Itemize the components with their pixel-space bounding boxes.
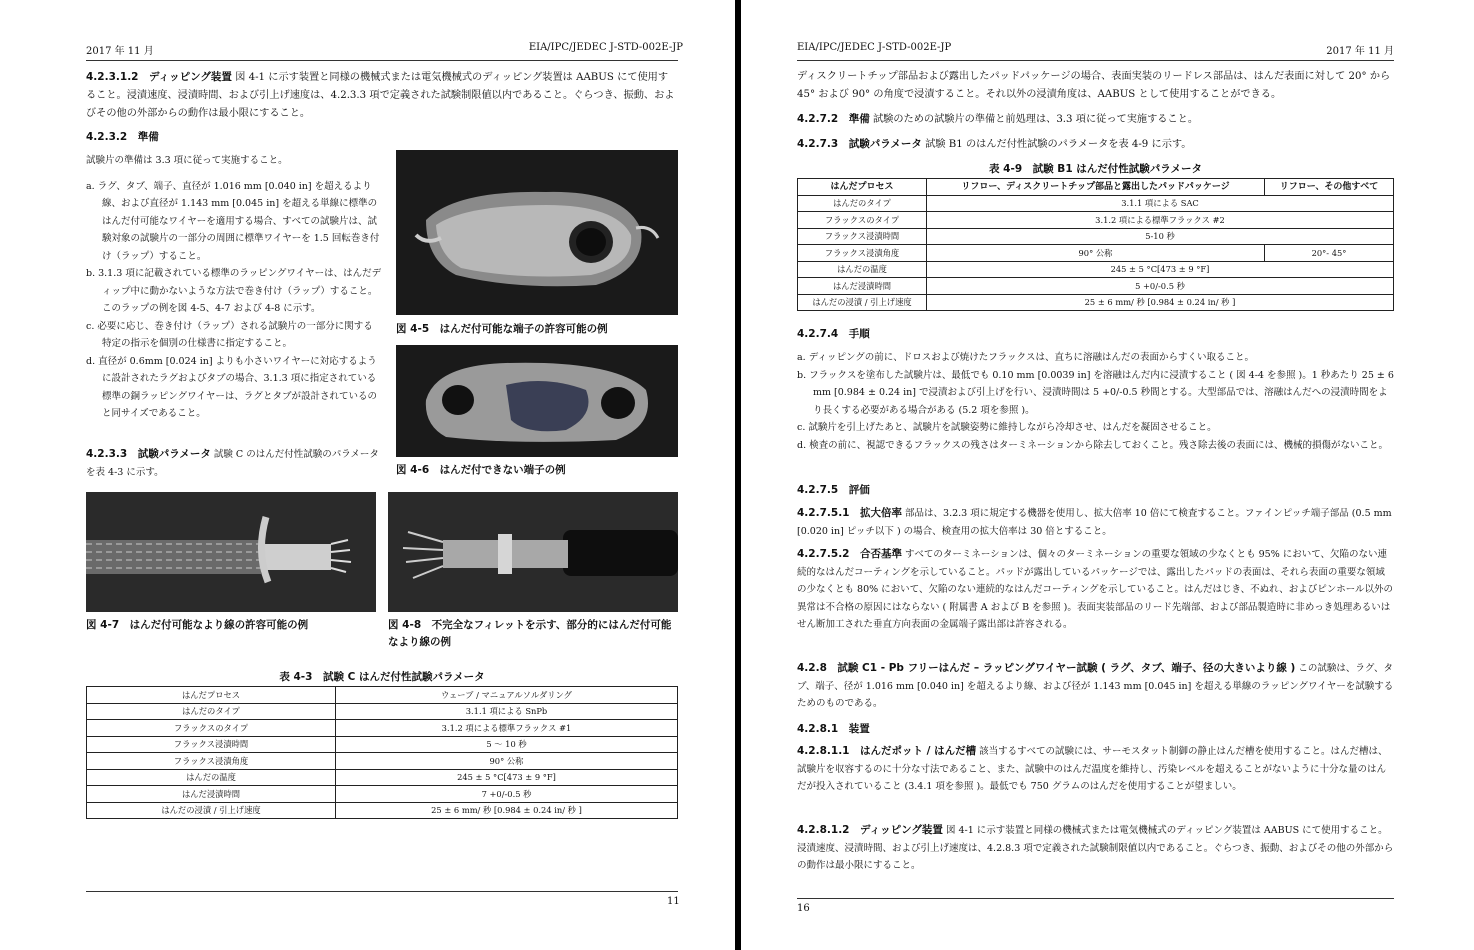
table-row [87,736,678,753]
section-4-2-7-5-1 [797,505,1394,540]
column-header: はんだプロセス [798,179,927,196]
table-cell: 3.1.2 項による標準フラックス #1 [336,720,678,737]
section-heading: 4.2.7.2 準備 [797,113,870,125]
table-4-3 [86,686,678,819]
left-header-rule [86,60,678,61]
table-cell: 5 ～ 10 秒 [336,736,678,753]
table-cell: 3.1.2 項による標準フラックス #2 [927,212,1394,229]
table-row [798,245,1394,262]
list-item: a. ラグ、タブ、端子、直径が 1.016 mm [0.040 in] を超えるより線、および直径が 1.143 mm [0.045 in] を超える単線に標準のはんだ付可能なワイヤーを適用する場合、すべての試験片は、試験対象の試験片の一部分の周囲に標準ワイヤーを 1.5 回転巻き付け（ラップ）すること。 [86,180,380,262]
section-4-2-8-1-1 [797,743,1394,796]
table-4-9-caption: 表 4-9 試験 B1 はんだ付性試験パラメータ [989,163,1202,175]
table-cell: 25 ± 6 mm/ 秒 [0.984 ± 0.24 in/ 秒 ] [336,802,678,819]
section-heading: 4.2.7.5 評価 [797,484,870,496]
right-page [741,0,1474,950]
right-header-doc: EIA/IPC/JEDEC J-STD-002E-JP [797,42,952,53]
section-heading: 4.2.7.5.1 拡大倍率 [797,507,902,519]
list-item: a. ディッピングの前に、ドロスおよび焼けたフラックスは、直ちに溶融はんだの表面からすくい取ること。 [797,352,1254,363]
table-cell: はんだ浸漬時間 [87,786,336,803]
table-cell: 5-10 秒 [927,228,1394,245]
table-row [87,769,678,786]
table-cell: フラックスのタイプ [87,720,336,737]
section-heading: 4.2.3.2 準備 [86,131,159,143]
left-header-doc: EIA/IPC/JEDEC J-STD-002E-JP [528,42,683,53]
table-cell: ウェーブ / マニュアルソルダリング [336,687,678,704]
right-header-rule [797,60,1394,61]
procedure-list [797,349,1394,454]
section-body: すべてのターミネーションは、個々のターミネーションの重要な領域の少なくとも 95% において、欠陥のない連続的なはんだコーティングを示していること。パッドが露出しているパッケージでは、露出したパッドの表面は、それら表面の重要な領域の少なくとも 80% において、欠陥のない連続的なはんだコーティングを示していること。はんだはじき、不ぬれ、およびピンホール以外の異常は不合格の原因にはならない ( 附属書 A および B を参照 )。表面実装部品のリード先端部、および部品製造時に非めっき処理あるいはせん断加工された垂直方向表面の金属端子露出部は許容される。 [797,549,1394,630]
table-cell: フラックス浸漬角度 [87,753,336,770]
table-row [798,261,1394,278]
figure-4-7-photo [86,492,376,612]
section-4-2-7-4 [797,325,1394,349]
section-heading: 4.2.3.1.2 ディッピング装置 [86,71,232,83]
section-heading: 4.2.8.1.1 はんだポット / はんだ槽 [797,745,977,757]
table-cell: 3.1.1 項による SAC [927,195,1394,212]
table-row [87,802,678,819]
list-item: d. 直径が 0.6mm [0.024 in] よりも小さいワイヤーに対応するように設計されたラグおよびタブの場合、3.1.3 項に指定されている標準の銅ラッピングワイヤーは、ラグとタブが設計されているのと同サイズであること。 [86,355,378,419]
figure-4-7-caption: 図 4-7 はんだ付可能なより線の許容可能の例 [86,619,309,631]
non-solderable-terminal-image [396,345,678,457]
table-row [798,228,1394,245]
table-row [798,195,1394,212]
table-cell: 5 +0/-0.5 秒 [927,278,1394,295]
section-heading: 4.2.7.5.2 合否基準 [797,548,902,560]
right-footer-rule [797,898,1394,899]
section-heading: 4.2.7.3 試験パラメータ [797,138,922,150]
left-page-number: 11 [667,896,680,907]
section-heading: 4.2.8.1.2 ディッピング装置 [797,824,943,836]
section-body: 図 4-1 に示す装置と同様の機械式または電気機械式のディッピング装置は AABUS にて使用すること。浸漬速度、浸漬時間、および引上げ速度は、4.2.3.3 項で定義された試験制限値以内であること。ぐらつき、振動、およびその他の外部からの動作は最小限にすること。 [86,72,675,119]
table-row [87,720,678,737]
table-cell: はんだプロセス [87,687,336,704]
figure-4-6-photo [396,345,678,457]
left-footer-rule [86,891,678,892]
section-4-2-7-3 [797,135,1394,154]
section-body: 試験のための試験片の準備と前処理は、3.3 項に従って実施すること。 [872,114,1199,125]
figure-4-5-caption: 図 4-5 はんだ付可能な端子の許容可能の例 [396,323,608,335]
section-body: 部品は、3.2.3 項に規定する機器を使用し、拡大倍率 10 倍にて検査すること。ファインピッチ端子部品 (0.5 mm [0.020 in] ピッチ以下 ) の場合、検査用の拡大倍率は 30 倍とすること。 [797,508,1392,537]
left-header-date: 2017 年 11 月 [86,46,154,57]
table-cell: フラックスのタイプ [798,212,927,229]
table-4-3-caption: 表 4-3 試験 C はんだ付性試験パラメータ [279,671,485,683]
table-cell: 90° 公称 [336,753,678,770]
list-item: b. フラックスを塗布した試験片は、最低でも 0.10 mm [0.0039 in] を溶融はんだ内に浸漬すること ( 図 4-4 を参照 )。1 秒あたり 25 ± 6 mm [0.984 ± 0.24 in] で浸漬および引上げを行い、浸漬時間は 5 +0/-0.5 秒間とする。大型部品では、溶融はんだへの浸漬時間をより長くする必要がある場合がある (5.2 項を参照 )。 [797,369,1394,416]
table-row [87,703,678,720]
intro-text: ディスクリートチップ部品および露出したパッドパッケージの場合、表面実装のリードレス部品は、はんだ表面に対して 20° から 45° および 90° の角度で浸漬すること。それ以外の浸漬角度は、AABUS として使用することができる。 [797,71,1391,100]
table-cell: はんだの浸漬 / 引上げ速度 [798,294,927,311]
figure-4-5-photo [396,150,678,315]
figure-4-8-caption: 図 4-8 不完全なフィレットを示す、部分的にはんだ付可能なより線の例 [388,619,672,648]
table-cell: 245 ± 5 °C[473 ± 9 °F] [927,261,1394,278]
table-cell: はんだ浸漬時間 [798,278,927,295]
table-cell: 3.1.1 項による SnPb [336,703,678,720]
intro-paragraph [797,68,1394,104]
table-cell: フラックス浸漬時間 [87,736,336,753]
table-row [87,753,678,770]
section-body: 試験 B1 のはんだ付性試験のパラメータを表 4-9 に示す。 [925,139,1192,150]
section-heading: 4.2.7.4 手順 [797,328,870,340]
section-4-2-8-1 [797,720,1394,738]
table-cell: 7 +0/-0.5 秒 [336,786,678,803]
section-4-2-3-1-2 [86,68,678,123]
table-4-9 [797,178,1394,311]
table-row [87,786,678,803]
left-page [0,0,735,950]
table-cell: フラックス浸漬角度 [798,245,927,262]
prep-intro: 試験片の準備は 3.3 項に従って実施すること。 [86,155,288,166]
acceptable-stranded-wire-image [86,492,376,612]
section-heading: 4.2.3.3 試験パラメータ [86,448,211,460]
table-header-row [798,179,1394,196]
section-heading: 4.2.8.1 装置 [797,723,870,735]
section-body: 試験 C のはんだ付性試験のパラメータを表 4-3 に示す。 [86,449,379,478]
table-cell: はんだの浸漬 / 引上げ速度 [87,802,336,819]
table-cell: はんだの温度 [87,769,336,786]
table-row [87,687,678,704]
right-header-date: 2017 年 11 月 [1326,46,1394,57]
section-4-2-8-1-2 [797,822,1394,875]
table-row [798,278,1394,295]
section-4-2-7-2 [797,110,1394,129]
table-cell: 245 ± 5 °C[473 ± 9 °F] [336,769,678,786]
figure-4-8-photo [388,492,678,612]
section-heading: 4.2.8 試験 C1 - Pb フリーはんだ – ラッピングワイヤー試験 ( ラグ、タブ、端子、径の大きいより線 ) [797,662,1296,674]
table-row [798,212,1394,229]
table-cell: フラックス浸漬時間 [798,228,927,245]
column-header: リフロー、ディスクリートチップ部品と露出したパッドパッケージ [927,179,1265,196]
table-row [798,294,1394,311]
list-item: b. 3.1.3 項に記載されている標準のラッピングワイヤーは、はんだディップ中に動かないような方法で巻き付け（ラップ）すること。このラップの例を図 4-5、4-7 および 4-8 に示す。 [86,268,382,314]
list-item: c. 必要に応じ、巻き付け（ラップ）される試験片の一部分に関する特定の指示を個別の仕様書に指定すること。 [86,320,373,349]
figure-4-6-caption: 図 4-6 はんだ付できない端子の例 [396,464,566,476]
section-body: この試験は、ラグ、タブ、端子、径が 1.016 mm [0.040 in] を超えるより線、および径が 1.143 mm [0.045 in] を超える単線のラッピングワイヤーを試験するためのものである。 [797,663,1394,709]
prep-list [86,152,382,423]
section-4-2-8 [797,660,1394,713]
section-4-2-7-5 [797,481,1394,499]
table-cell: はんだのタイプ [87,703,336,720]
section-4-2-3-3 [86,446,382,481]
table-cell: はんだの温度 [798,261,927,278]
section-4-2-7-5-2 [797,546,1394,634]
table-cell: 90° 公称 [927,245,1265,262]
section-4-2-3-2 [86,128,386,146]
section-body: 該当するすべての試験には、サーモスタット制御の静止はんだ槽を使用すること。はんだ槽は、試験片を収容するのに十分な寸法であること、また、試験中のはんだ温度を維持し、汚染レベルを超えることがないように十分な量のはんだが投入されていること (3.4.1 項を参照 )。最低でも 750 グラムのはんだを使用することが望ましい。 [797,746,1388,792]
table-cell: はんだのタイプ [798,195,927,212]
table-cell: 20°- 45° [1265,245,1394,262]
list-item: d. 検査の前に、視認できるフラックスの残さはターミネーションから除去しておくこと。残さ除去後の表面には、機械的損傷がないこと。 [797,439,1388,451]
partially-solderable-stranded-wire-image [388,492,678,612]
right-page-number: 16 [797,903,810,914]
column-header: リフロー、その他すべて [1265,179,1394,196]
section-body: 図 4-1 に示す装置と同様の機械式または電気機械式のディッピング装置は AABUS にて使用すること。浸漬速度、浸漬時間、および引上げ速度は、4.2.8.3 項で定義された試験制限値以内であること。ぐらつき、振動、およびその他の外部からの動作は最小限にすること。 [797,825,1394,871]
list-item: c. 試験片を引上げたあと、試験片を試験姿勢に維持しながら冷却させ、はんだを凝固させること。 [797,422,1217,433]
table-cell: 25 ± 6 mm/ 秒 [0.984 ± 0.24 in/ 秒 ] [927,294,1394,311]
solderable-terminal-image [396,150,678,315]
